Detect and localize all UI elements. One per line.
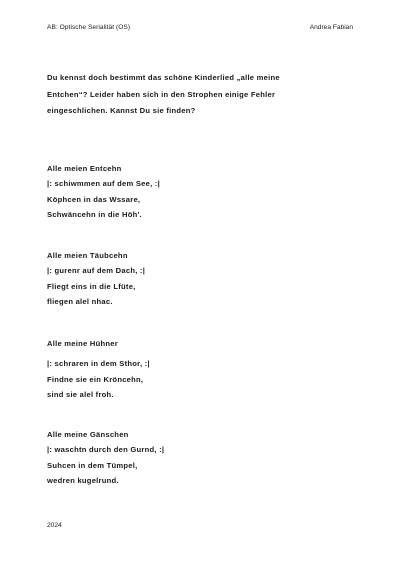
stanza-huehner bbox=[47, 336, 150, 402]
footer-year: 2024 bbox=[47, 522, 62, 529]
stanza-line: Köphcen in das Wssare, bbox=[47, 194, 141, 204]
stanza-entchen bbox=[47, 161, 160, 222]
stanza-line: |: gurenr auf dem Dach, :| bbox=[47, 266, 146, 276]
header-title: AB: Optische Serialität (OS) bbox=[47, 24, 131, 31]
header-author: Andrea Fabian bbox=[309, 24, 353, 31]
stanza-line: Schwäncehn in die Höh'. bbox=[47, 209, 142, 219]
stanza-line: sind sie alel froh. bbox=[47, 389, 114, 399]
intro-line: Entchen“? Leider haben sich in den Strophen einige Fehler bbox=[47, 89, 276, 99]
stanza-line: |: schiwmmen auf dem See, :| bbox=[47, 179, 160, 189]
intro-paragraph bbox=[47, 70, 347, 120]
stanza-title: Alle meien Täubcehn bbox=[47, 251, 128, 260]
stanza-line: Findne sie ein Kröncehn, bbox=[47, 374, 144, 384]
stanza-line: fliegen alel nhac. bbox=[47, 296, 113, 306]
stanza-line: wedren kugelrund. bbox=[47, 475, 119, 485]
stanza-taeubchen bbox=[47, 248, 145, 309]
stanza-line: |: schraren in dem Sthor, :| bbox=[47, 359, 150, 369]
stanza-title: Alle meine Hühner bbox=[47, 339, 118, 348]
intro-line: Du kennst doch bestimmt das schöne Kinderlied „alle meine bbox=[47, 73, 280, 82]
intro-line: eingeschlichen. Kannst Du sie finden? bbox=[47, 106, 196, 115]
stanza-title: Alle meien Entcehn bbox=[47, 164, 122, 173]
stanza-gaenschen bbox=[47, 427, 164, 488]
stanza-title: Alle meine Gänschen bbox=[47, 430, 129, 439]
stanza-line: |: waschtn durch den Gurnd, :| bbox=[47, 445, 165, 455]
stanza-line: Suhcen in dem Tümpel, bbox=[47, 460, 138, 470]
stanza-line: Fliegt eins in die Lfüte, bbox=[47, 281, 136, 291]
